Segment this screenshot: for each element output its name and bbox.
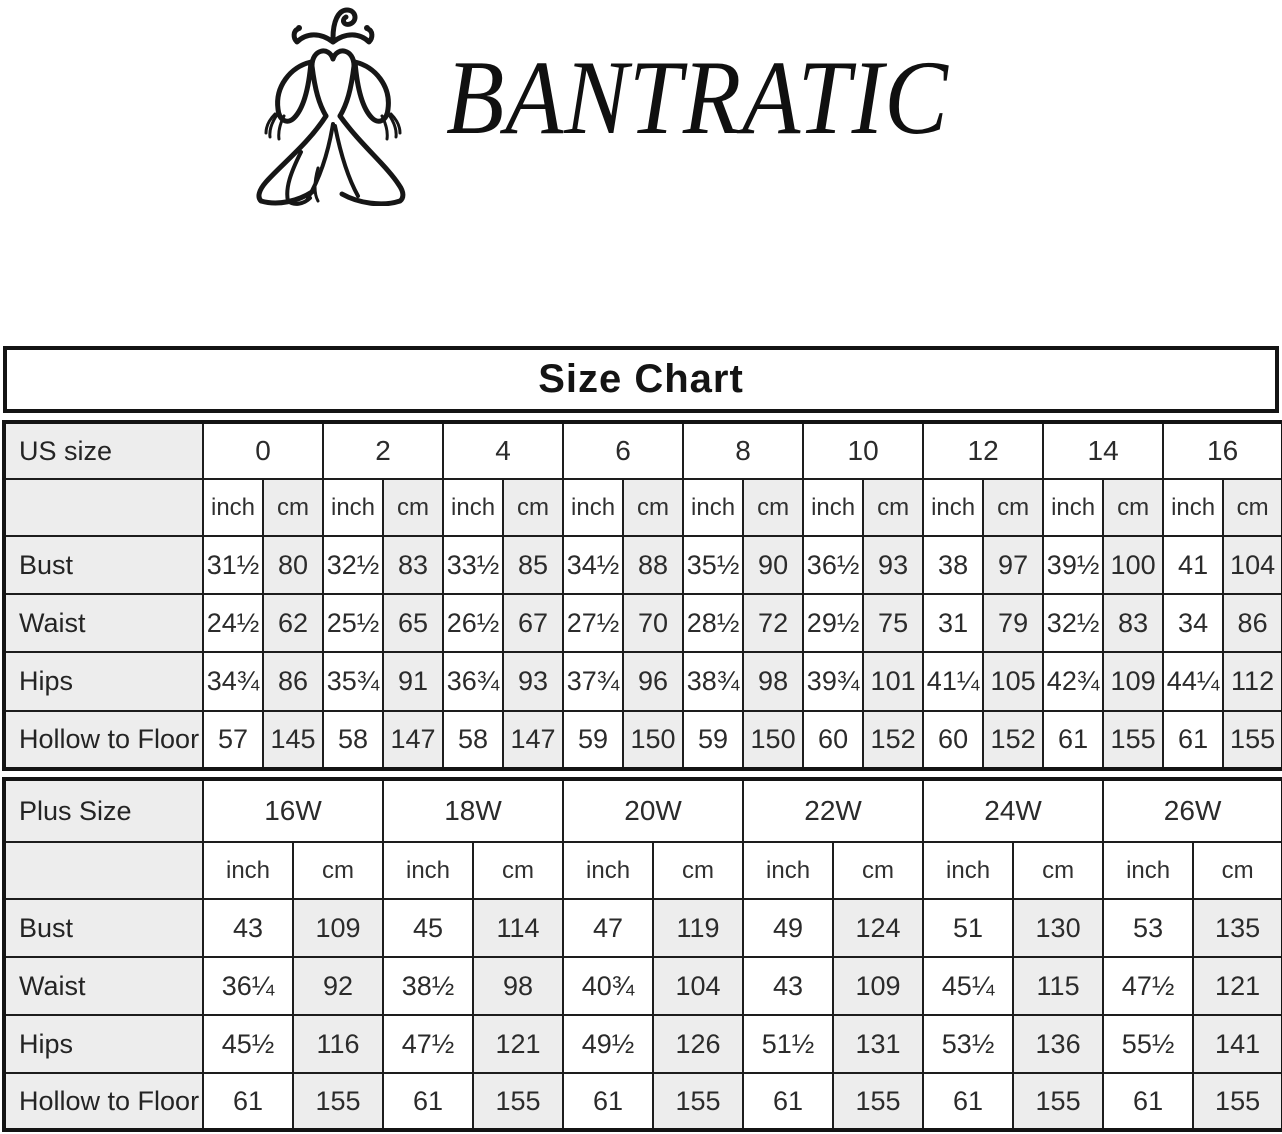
us-size-table-value-inch: 35½ <box>683 536 743 594</box>
us-size-table-measurement-label: Hollow to Floor <box>4 711 203 769</box>
plus-size-table-measurement-label: Waist <box>4 957 203 1015</box>
us-size-table-value-inch: 34½ <box>563 536 623 594</box>
us-size-table-value-cm: 85 <box>503 536 563 594</box>
us-size-table-size-column-header: 2 <box>323 422 443 479</box>
us-size-table-value-inch: 59 <box>683 711 743 769</box>
plus-size-table-value-cm: 115 <box>1013 957 1103 1015</box>
us-size-table-unit-label-cm: cm <box>743 479 803 536</box>
us-size-table-value-cm: 79 <box>983 594 1043 652</box>
us-size-table-value-inch: 24½ <box>203 594 263 652</box>
us-size-table-value-inch: 26½ <box>443 594 503 652</box>
us-size-table-value-inch: 41 <box>1163 536 1223 594</box>
brand-name: BANTRATIC <box>446 39 949 156</box>
us-size-table-value-cm: 100 <box>1103 536 1163 594</box>
us-size-table-unit-label-inch: inch <box>443 479 503 536</box>
us-size-table-value-inch: 38¾ <box>683 652 743 711</box>
plus-size-table-unit-label-inch: inch <box>383 842 473 899</box>
plus-size-table-value-inch: 51 <box>923 899 1013 957</box>
us-size-table-unit-label-inch: inch <box>323 479 383 536</box>
plus-size-table-value-cm: 92 <box>293 957 383 1015</box>
plus-size-table-measurement-label: Hips <box>4 1015 203 1073</box>
plus-size-table-value-inch: 45 <box>383 899 473 957</box>
us-size-table-value-inch: 57 <box>203 711 263 769</box>
us-size-table-value-cm: 97 <box>983 536 1043 594</box>
us-size-table-value-cm: 147 <box>503 711 563 769</box>
us-size-table-value-cm: 105 <box>983 652 1043 711</box>
us-size-table-unit-label-inch: inch <box>563 479 623 536</box>
us-size-table-size-column-header: 8 <box>683 422 803 479</box>
plus-size-table-value-inch: 47½ <box>383 1015 473 1073</box>
plus-size-table-value-cm: 155 <box>833 1073 923 1130</box>
us-size-table-unit-label-cm: cm <box>1223 479 1282 536</box>
us-size-table-value-cm: 155 <box>1223 711 1282 769</box>
us-size-table-value-cm: 62 <box>263 594 323 652</box>
plus-size-table-value-cm: 116 <box>293 1015 383 1073</box>
us-size-table-unit-label-inch: inch <box>1163 479 1223 536</box>
us-size-table-value-inch: 59 <box>563 711 623 769</box>
plus-size-table-unit-label-inch: inch <box>203 842 293 899</box>
us-size-table-value-inch: 39½ <box>1043 536 1103 594</box>
plus-size-table-size-column-header: 16W <box>203 779 383 842</box>
plus-size-table-value-inch: 49½ <box>563 1015 653 1073</box>
us-size-table <box>2 420 1282 771</box>
plus-size-table-value-cm: 141 <box>1193 1015 1282 1073</box>
plus-size-table-size-column-header: 22W <box>743 779 923 842</box>
plus-size-table-value-inch: 51½ <box>743 1015 833 1073</box>
us-size-table-value-cm: 98 <box>743 652 803 711</box>
us-size-table-size-column-header: 6 <box>563 422 683 479</box>
us-size-table-unit-label-cm: cm <box>263 479 323 536</box>
plus-size-table-value-cm: 121 <box>1193 957 1282 1015</box>
us-size-table-value-inch: 38 <box>923 536 983 594</box>
us-size-table-value-cm: 150 <box>623 711 683 769</box>
plus-size-table-value-inch: 40¾ <box>563 957 653 1015</box>
plus-size-table-value-cm: 121 <box>473 1015 563 1073</box>
us-size-table-value-inch: 36¾ <box>443 652 503 711</box>
plus-size-table-value-cm: 155 <box>473 1073 563 1130</box>
us-size-table-value-inch: 58 <box>443 711 503 769</box>
us-size-table-measurement-label: Hips <box>4 652 203 711</box>
us-size-table-value-inch: 44¼ <box>1163 652 1223 711</box>
plus-size-table-value-cm: 155 <box>1013 1073 1103 1130</box>
plus-size-table-value-inch: 43 <box>743 957 833 1015</box>
us-size-table-value-cm: 83 <box>383 536 443 594</box>
us-size-table-value-inch: 61 <box>1043 711 1103 769</box>
us-size-table-value-inch: 60 <box>923 711 983 769</box>
plus-size-table-value-inch: 61 <box>1103 1073 1193 1130</box>
plus-size-table-unit-label-inch: inch <box>923 842 1013 899</box>
plus-size-table-header-label: Plus Size <box>4 779 203 842</box>
plus-size-table-value-cm: 130 <box>1013 899 1103 957</box>
plus-size-table-value-cm: 119 <box>653 899 743 957</box>
plus-size-table-value-cm: 136 <box>1013 1015 1103 1073</box>
us-size-table-unit-label-cm: cm <box>383 479 443 536</box>
us-size-table-value-cm: 75 <box>863 594 923 652</box>
us-size-table-measurement-label: Waist <box>4 594 203 652</box>
us-size-table-unit-label-cm: cm <box>863 479 923 536</box>
plus-size-table-value-inch: 47 <box>563 899 653 957</box>
us-size-table-value-cm: 93 <box>863 536 923 594</box>
us-size-table-value-cm: 155 <box>1103 711 1163 769</box>
plus-size-table-unit-label-cm: cm <box>833 842 923 899</box>
plus-size-table-value-cm: 126 <box>653 1015 743 1073</box>
us-size-table-unit-label-inch: inch <box>203 479 263 536</box>
plus-size-table-unit-label-cm: cm <box>653 842 743 899</box>
us-size-table-value-inch: 42¾ <box>1043 652 1103 711</box>
us-size-table-value-inch: 34¾ <box>203 652 263 711</box>
us-size-table-unit-label-cm: cm <box>983 479 1043 536</box>
plus-size-table-value-cm: 104 <box>653 957 743 1015</box>
plus-size-table-value-cm: 155 <box>1193 1073 1282 1130</box>
plus-size-table-value-cm: 155 <box>293 1073 383 1130</box>
us-size-table-value-cm: 147 <box>383 711 443 769</box>
plus-size-table-measurement-label: Bust <box>4 899 203 957</box>
us-size-table-unit-label-cm: cm <box>503 479 563 536</box>
us-size-table-value-cm: 104 <box>1223 536 1282 594</box>
plus-size-table-value-inch: 43 <box>203 899 293 957</box>
us-size-table-value-inch: 39¾ <box>803 652 863 711</box>
size-chart-title-box <box>3 346 1279 413</box>
us-size-table-corner-cell <box>4 479 203 536</box>
us-size-table-value-cm: 150 <box>743 711 803 769</box>
us-size-table-value-cm: 152 <box>983 711 1043 769</box>
plus-size-table-size-column-header: 20W <box>563 779 743 842</box>
us-size-table-value-cm: 90 <box>743 536 803 594</box>
us-size-table-value-inch: 29½ <box>803 594 863 652</box>
plus-size-table-value-inch: 47½ <box>1103 957 1193 1015</box>
us-size-table-unit-label-inch: inch <box>803 479 863 536</box>
us-size-table-value-cm: 101 <box>863 652 923 711</box>
us-size-table-unit-label-cm: cm <box>623 479 683 536</box>
plus-size-table-value-inch: 36¼ <box>203 957 293 1015</box>
plus-size-table-unit-label-inch: inch <box>1103 842 1193 899</box>
us-size-table-unit-label-cm: cm <box>1103 479 1163 536</box>
plus-size-table-value-inch: 61 <box>923 1073 1013 1130</box>
plus-size-table-value-inch: 49 <box>743 899 833 957</box>
plus-size-table-value-cm: 124 <box>833 899 923 957</box>
plus-size-table-value-inch: 53 <box>1103 899 1193 957</box>
plus-size-table-value-inch: 61 <box>563 1073 653 1130</box>
plus-size-table-unit-label-cm: cm <box>293 842 383 899</box>
us-size-table-value-inch: 27½ <box>563 594 623 652</box>
us-size-table-value-cm: 96 <box>623 652 683 711</box>
plus-size-table-value-inch: 61 <box>383 1073 473 1130</box>
us-size-table-value-inch: 41¼ <box>923 652 983 711</box>
us-size-table-value-inch: 34 <box>1163 594 1223 652</box>
us-size-table-value-inch: 58 <box>323 711 383 769</box>
us-size-table-measurement-label: Bust <box>4 536 203 594</box>
us-size-table-value-cm: 88 <box>623 536 683 594</box>
plus-size-table-unit-label-inch: inch <box>743 842 833 899</box>
plus-size-table-value-cm: 114 <box>473 899 563 957</box>
us-size-table-header-label: US size <box>4 422 203 479</box>
us-size-table-value-inch: 33½ <box>443 536 503 594</box>
us-size-table-value-inch: 31½ <box>203 536 263 594</box>
page-title: Size Chart <box>538 357 744 401</box>
us-size-table-value-cm: 80 <box>263 536 323 594</box>
us-size-table-value-cm: 67 <box>503 594 563 652</box>
plus-size-table-value-cm: 109 <box>293 899 383 957</box>
us-size-table-value-cm: 91 <box>383 652 443 711</box>
plus-size-table <box>2 777 1282 1132</box>
plus-size-table-corner-cell <box>4 842 203 899</box>
plus-size-table-value-cm: 109 <box>833 957 923 1015</box>
us-size-table-value-inch: 28½ <box>683 594 743 652</box>
us-size-table-value-cm: 145 <box>263 711 323 769</box>
us-size-table-size-column-header: 10 <box>803 422 923 479</box>
plus-size-table-unit-label-cm: cm <box>1013 842 1103 899</box>
us-size-table-size-column-header: 16 <box>1163 422 1282 479</box>
us-size-table-unit-label-inch: inch <box>923 479 983 536</box>
plus-size-table-value-inch: 45¼ <box>923 957 1013 1015</box>
plus-size-table-unit-label-cm: cm <box>1193 842 1282 899</box>
us-size-table-size-column-header: 0 <box>203 422 323 479</box>
us-size-table-value-cm: 86 <box>263 652 323 711</box>
us-size-table-value-inch: 60 <box>803 711 863 769</box>
plus-size-table-value-inch: 55½ <box>1103 1015 1193 1073</box>
us-size-table-value-cm: 112 <box>1223 652 1282 711</box>
us-size-table-value-cm: 152 <box>863 711 923 769</box>
plus-size-table-value-inch: 53½ <box>923 1015 1013 1073</box>
plus-size-table-unit-label-cm: cm <box>473 842 563 899</box>
us-size-table-value-cm: 93 <box>503 652 563 711</box>
us-size-table-value-cm: 109 <box>1103 652 1163 711</box>
plus-size-table-size-column-header: 18W <box>383 779 563 842</box>
us-size-table-unit-label-inch: inch <box>683 479 743 536</box>
plus-size-table-value-cm: 98 <box>473 957 563 1015</box>
us-size-table-size-column-header: 14 <box>1043 422 1163 479</box>
plus-size-table-size-column-header: 24W <box>923 779 1103 842</box>
us-size-table-unit-label-inch: inch <box>1043 479 1103 536</box>
plus-size-table-value-inch: 61 <box>743 1073 833 1130</box>
us-size-table-value-inch: 36½ <box>803 536 863 594</box>
us-size-table-value-inch: 61 <box>1163 711 1223 769</box>
us-size-table-value-cm: 83 <box>1103 594 1163 652</box>
plus-size-table-value-cm: 131 <box>833 1015 923 1073</box>
dress-on-hanger-icon <box>238 2 430 206</box>
us-size-table-size-column-header: 12 <box>923 422 1043 479</box>
us-size-table-value-inch: 25½ <box>323 594 383 652</box>
us-size-table-value-inch: 32½ <box>323 536 383 594</box>
plus-size-table-value-inch: 38½ <box>383 957 473 1015</box>
us-size-table-value-cm: 70 <box>623 594 683 652</box>
us-size-table-size-column-header: 4 <box>443 422 563 479</box>
plus-size-table-measurement-label: Hollow to Floor <box>4 1073 203 1130</box>
us-size-table-value-cm: 86 <box>1223 594 1282 652</box>
plus-size-table-value-inch: 61 <box>203 1073 293 1130</box>
plus-size-table-value-cm: 135 <box>1193 899 1282 957</box>
plus-size-table-value-inch: 45½ <box>203 1015 293 1073</box>
us-size-table-value-inch: 31 <box>923 594 983 652</box>
plus-size-table-unit-label-inch: inch <box>563 842 653 899</box>
plus-size-table-size-column-header: 26W <box>1103 779 1282 842</box>
us-size-table-value-inch: 37¾ <box>563 652 623 711</box>
plus-size-table-value-cm: 155 <box>653 1073 743 1130</box>
us-size-table-value-cm: 65 <box>383 594 443 652</box>
us-size-table-value-cm: 72 <box>743 594 803 652</box>
us-size-table-value-inch: 35¾ <box>323 652 383 711</box>
us-size-table-value-inch: 32½ <box>1043 594 1103 652</box>
